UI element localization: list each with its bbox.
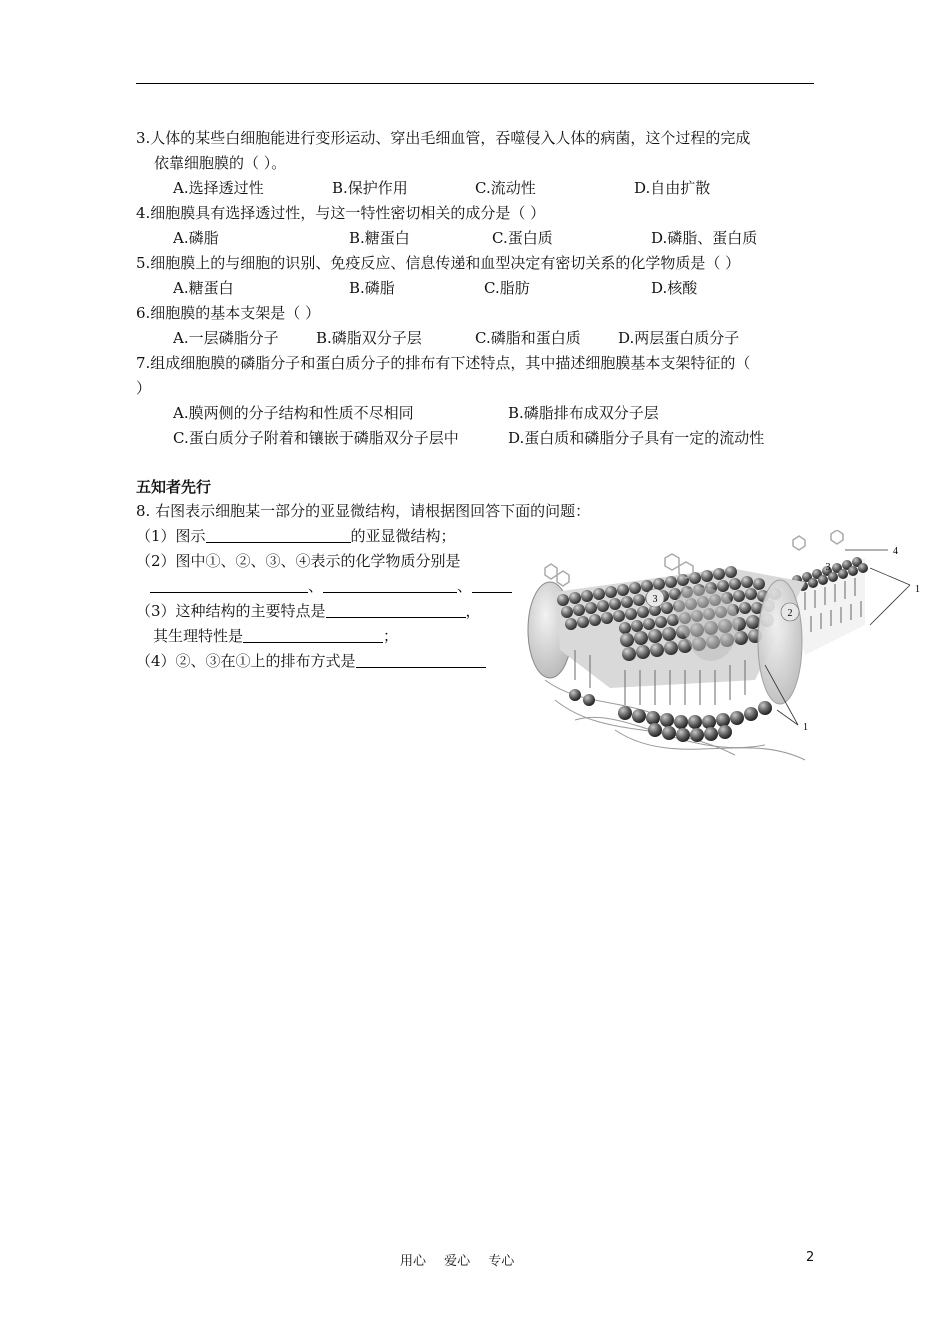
q8-part-4 (136, 651, 486, 671)
blank-separator: 、 (308, 577, 324, 595)
answer-blank-2a[interactable] (150, 577, 308, 593)
q7-option-b: B.磷脂排布成双分子层 (508, 404, 659, 422)
q6-option-c: C.磷脂和蛋白质 (475, 329, 581, 347)
q8-part-1 (136, 526, 456, 546)
q3-option-d: D.自由扩散 (634, 179, 711, 197)
footer-text: 用心 爱心 专心 (400, 1254, 515, 1269)
q8-part-2: （2）图中①、②、③、④表示的化学物质分别是 (136, 552, 461, 570)
q3-stem: 3.人体的某些白细胞能进行变形运动、穿出毛细血管，吞噬侵入人体的病菌，这个过程的完成 (136, 129, 751, 147)
label-3b: 3 (825, 562, 831, 573)
q7-option-c: C.蛋白质分子附着和镶嵌于磷脂双分子层中 (173, 429, 459, 447)
q8-part-4-prefix: （4）②、③在①上的排布方式是 (136, 652, 356, 670)
q8-stem: 8. 右图表示细胞某一部分的亚显微结构，请根据图回答下面的问题： (136, 502, 591, 520)
answer-blank-2c[interactable] (472, 577, 512, 593)
q8-part-3-suffix: ， (465, 602, 481, 620)
label-4: 4 (893, 546, 898, 557)
answer-blank-3b[interactable] (243, 627, 383, 643)
q6-option-a: A.一层磷脂分子 (173, 329, 279, 347)
q4-option-d: D.磷脂、蛋白质 (651, 229, 758, 247)
page-number: 2 (806, 1250, 815, 1265)
q8-part-1-suffix: 的亚显微结构； (350, 527, 456, 545)
label-1a: 1 (915, 584, 920, 595)
q4-option-a: A.磷脂 (173, 229, 219, 247)
q7-stem: 7.组成细胞膜的磷脂分子和蛋白质分子的排布有下述特点，其中描述细胞膜基本支架特征的（ (136, 354, 751, 372)
q8-part-3b-suffix: ； (383, 627, 399, 645)
q5-option-d: D.核酸 (651, 279, 698, 297)
q7-stem-cont: ） (136, 379, 152, 397)
q3-option-b: B.保护作用 (332, 179, 408, 197)
section-heading: 五知者先行 (136, 478, 212, 496)
q8-part-3b-prefix: 其生理特性是 (153, 627, 244, 645)
answer-blank-1[interactable] (206, 527, 351, 543)
q8-part-3-prefix: （3）这种结构的主要特点是 (136, 602, 326, 620)
answer-blank-3a[interactable] (326, 602, 466, 618)
label-2: 2 (787, 608, 793, 619)
blank-separator: 、 (457, 577, 473, 595)
answer-blank-4[interactable] (356, 652, 486, 668)
answer-blank-2b[interactable] (323, 577, 457, 593)
q3-stem-cont: 依靠细胞膜的（ ）。 (154, 154, 287, 172)
q5-option-b: B.磷脂 (349, 279, 395, 297)
q4-option-c: C.蛋白质 (492, 229, 553, 247)
q7-option-a: A.膜两侧的分子结构和性质不尽相同 (173, 404, 414, 422)
q6-stem: 6.细胞膜的基本支架是（ ） (136, 304, 321, 322)
q5-option-c: C.脂肪 (484, 279, 530, 297)
protein-right (758, 580, 802, 704)
label-1b: 1 (803, 722, 808, 733)
q8-part-3 (136, 601, 481, 621)
q8-part-1-prefix: （1）图示 (136, 527, 206, 545)
q4-stem: 4.细胞膜具有选择透过性，与这一特性密切相关的成分是（ ） (136, 204, 546, 222)
q3-option-a: A.选择透过性 (173, 179, 264, 197)
q3-option-c: C.流动性 (475, 179, 536, 197)
q8-part-3b (153, 626, 398, 646)
q4-option-b: B.糖蛋白 (349, 229, 410, 247)
label-3a: 3 (652, 594, 658, 605)
q6-option-b: B.磷脂双分子层 (316, 329, 422, 347)
q5-option-a: A.糖蛋白 (173, 279, 234, 297)
q7-option-d: D.蛋白质和磷脂分子具有一定的流动性 (508, 429, 765, 447)
q8-part-2-blanks (150, 576, 512, 596)
cell-membrane-figure (515, 530, 930, 770)
header-rule (136, 83, 814, 84)
q6-option-d: D.两层蛋白质分子 (618, 329, 740, 347)
q5-stem: 5.细胞膜上的与细胞的识别、免疫反应、信息传递和血型决定有密切关系的化学物质是（ ） (136, 254, 741, 272)
